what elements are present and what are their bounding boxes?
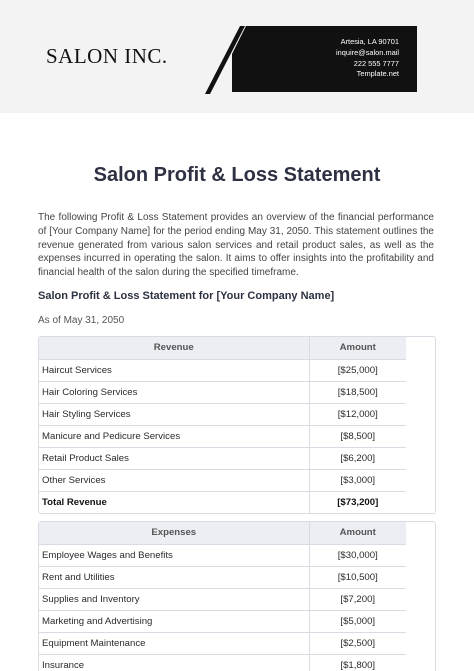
table-row [39, 632, 406, 654]
table-row [39, 359, 406, 381]
revenue-amount: [$6,200] [309, 447, 406, 469]
table-row [39, 610, 406, 632]
table-row [39, 588, 406, 610]
revenue-amount: [$18,500] [309, 381, 406, 403]
as-of-date: As of May 31, 2050 [38, 315, 125, 326]
intro-paragraph: The following Profit & Loss Statement provides an overview of the financial performance of [Your Company Name] for the period ending May 31, 2050. This statement outlines the revenue generated from various salon services and retail product sales, as well as the expenses incurred in operating the salon. It aims to offer insights into the profitability and financial health of the salon during the specified timeframe. [38, 212, 434, 279]
statement-subtitle: Salon Profit & Loss Statement for [Your Company Name] [38, 290, 335, 302]
revenue-item: Retail Product Sales [39, 447, 309, 469]
contact-lines [336, 37, 399, 80]
revenue-amount: [$8,500] [309, 425, 406, 447]
contact-email: inquire@salon.mail [336, 47, 399, 57]
revenue-table [39, 337, 406, 513]
revenue-table-container [38, 336, 436, 514]
table-row [39, 403, 406, 425]
table-row [39, 447, 406, 469]
revenue-item: Other Services [39, 469, 309, 491]
amount-column-header: Amount [309, 337, 406, 359]
expense-item: Supplies and Inventory [39, 588, 309, 610]
expense-amount: [$7,200] [309, 588, 406, 610]
revenue-amount: [$25,000] [309, 359, 406, 381]
table-row [39, 544, 406, 566]
expenses-table [39, 522, 406, 671]
revenue-amount: [$3,000] [309, 469, 406, 491]
revenue-column-header: Revenue [39, 337, 309, 359]
expense-item: Equipment Maintenance [39, 632, 309, 654]
expense-amount: [$2,500] [309, 632, 406, 654]
table-row [39, 654, 406, 671]
table-header-row [39, 337, 406, 359]
revenue-amount: [$12,000] [309, 403, 406, 425]
amount-column-header: Amount [309, 522, 406, 544]
expense-item: Rent and Utilities [39, 566, 309, 588]
total-revenue-amount: [$73,200] [309, 491, 406, 513]
expense-amount: [$30,000] [309, 544, 406, 566]
revenue-item: Manicure and Pedicure Services [39, 425, 309, 447]
table-header-row [39, 522, 406, 544]
company-logo: SALON INC. [46, 44, 168, 68]
expense-item: Marketing and Advertising [39, 610, 309, 632]
contact-address: Artesia, LA 90701 [340, 37, 399, 46]
expense-amount: [$10,500] [309, 566, 406, 588]
table-row [39, 425, 406, 447]
expense-amount: [$1,800] [309, 654, 406, 671]
document-title: Salon Profit & Loss Statement [93, 164, 381, 186]
expense-item: Employee Wages and Benefits [39, 544, 309, 566]
expense-item: Insurance [39, 654, 309, 671]
expenses-table-container [38, 521, 436, 671]
revenue-item: Hair Coloring Services [39, 381, 309, 403]
contact-website: Template.net [356, 69, 399, 79]
table-row [39, 566, 406, 588]
total-revenue-row [39, 491, 406, 513]
contact-phone: 222 555 7777 [353, 58, 399, 68]
document-header [0, 0, 474, 113]
expenses-column-header: Expenses [39, 522, 309, 544]
contact-box [232, 26, 417, 92]
revenue-item: Haircut Services [39, 359, 309, 381]
expense-amount: [$5,000] [309, 610, 406, 632]
table-row [39, 469, 406, 491]
revenue-item: Hair Styling Services [39, 403, 309, 425]
total-revenue-label: Total Revenue [39, 491, 309, 513]
table-row [39, 381, 406, 403]
